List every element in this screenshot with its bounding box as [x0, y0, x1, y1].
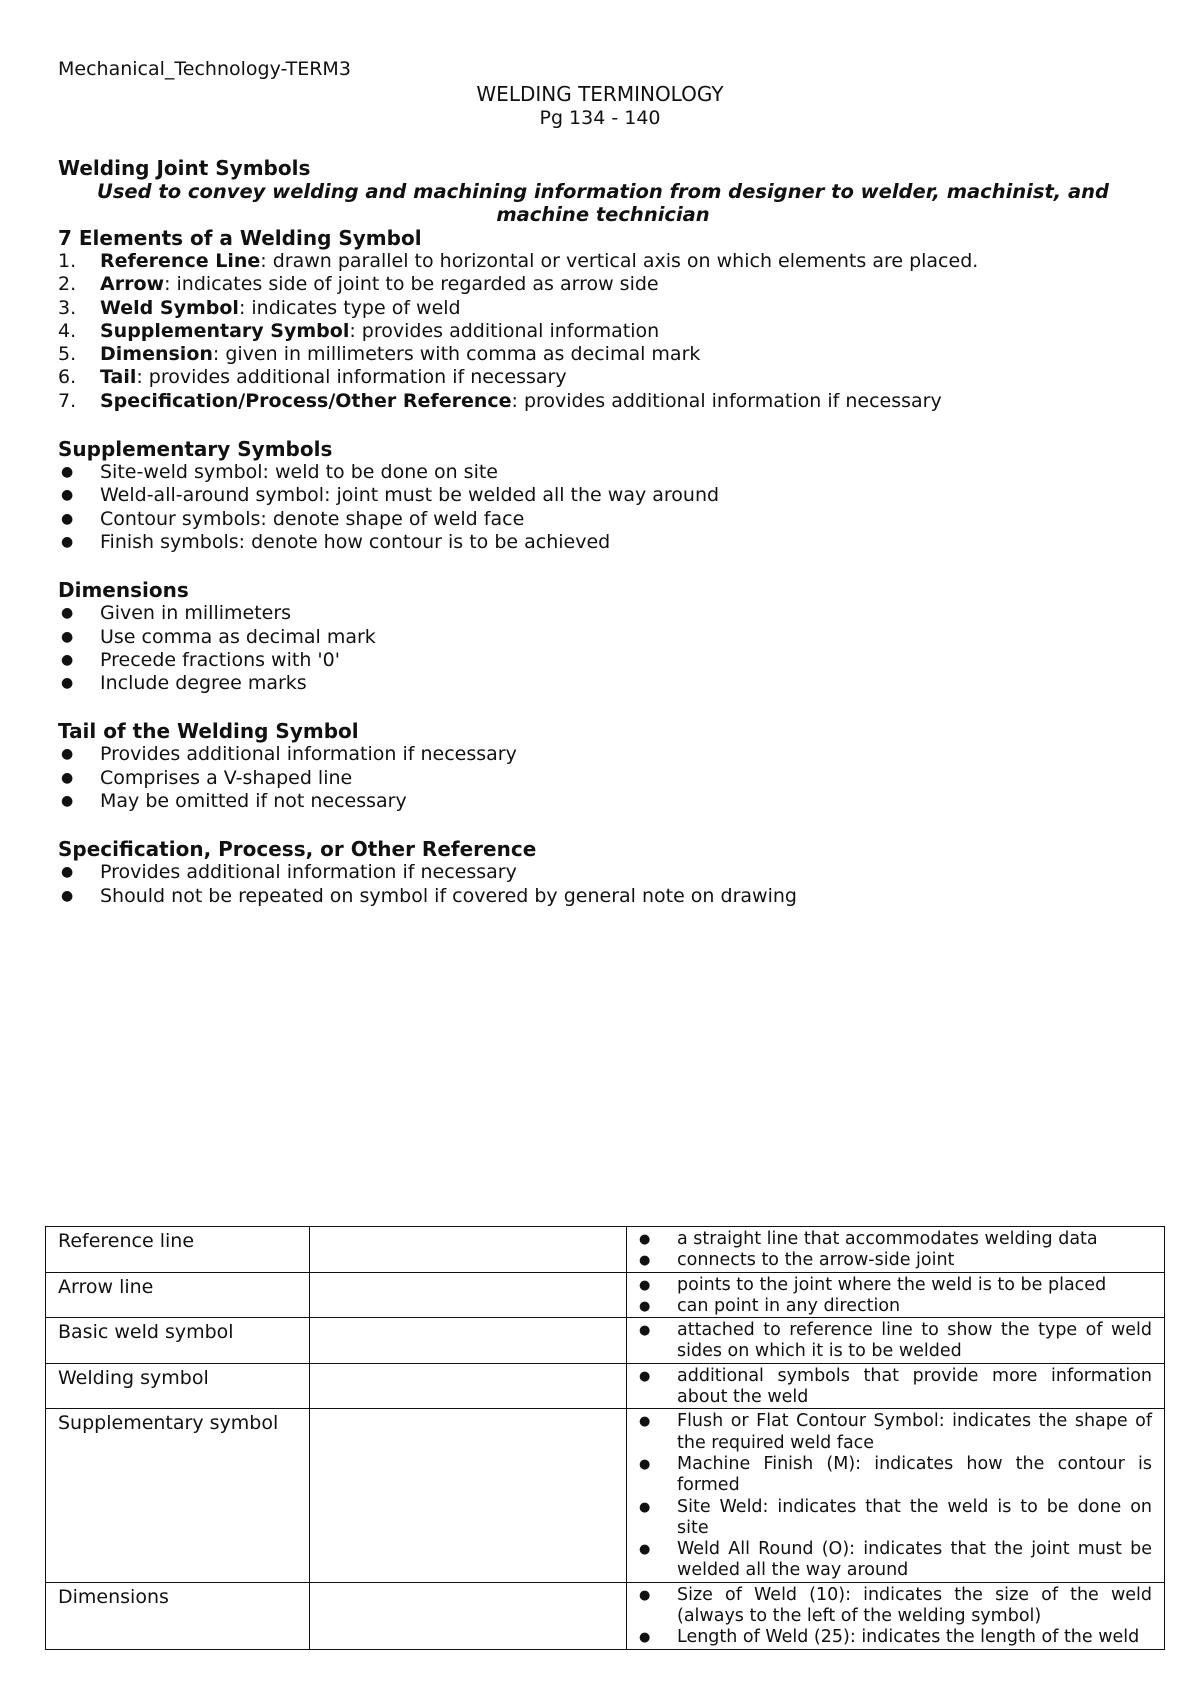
elements-list [58, 250, 1148, 413]
bullet-icon: ● [639, 1499, 651, 1515]
list-item [58, 461, 1148, 484]
bullet-icon: ● [639, 1323, 651, 1339]
element-item [58, 250, 1148, 273]
list-item [58, 649, 1148, 672]
list-item [58, 790, 1148, 813]
bullet-icon: ● [639, 1253, 651, 1269]
bullet-icon: ● [61, 605, 74, 622]
element-description: : indicates type of weld [238, 296, 461, 319]
table-blank-cell[interactable] [310, 1582, 627, 1649]
section-heading-dimensions: Dimensions [58, 578, 189, 603]
table-blank-cell[interactable] [310, 1272, 627, 1318]
bullet-icon: ● [61, 533, 74, 550]
supplementary-list [58, 461, 1148, 554]
table-notes-cell [627, 1582, 1165, 1649]
element-number: 7. [58, 389, 77, 412]
table-note-text: attached to reference line to show the type of weld sides on which it is to be welded [677, 1320, 1152, 1362]
list-item [58, 861, 1148, 884]
list-item [58, 885, 1148, 908]
element-term: Specification/Process/Other Reference [100, 389, 512, 412]
bullet-icon: ● [61, 887, 74, 904]
element-term: Reference Line [100, 250, 261, 272]
element-item [58, 366, 1148, 389]
table-notes-cell [627, 1272, 1165, 1318]
table-notes-cell [627, 1227, 1165, 1273]
page-range: Pg 134 - 140 [539, 107, 661, 129]
table-notes-cell [627, 1318, 1165, 1364]
tail-list [58, 743, 1148, 813]
bullet-icon: ● [61, 769, 74, 786]
table-note-text: points to the joint where the weld is to be placed [677, 1274, 1107, 1295]
bullet-icon: ● [61, 675, 74, 692]
table-note-text: Flush or Flat Contour Symbol: indicates the shape of the required weld face [677, 1411, 1152, 1453]
list-item-text: Given in millimeters [100, 602, 292, 625]
element-item [58, 390, 1148, 413]
table-note [627, 1627, 1152, 1648]
list-item-text: Should not be repeated on symbol if covered by general note on drawing [100, 884, 797, 907]
table-notes-cell [627, 1363, 1165, 1409]
list-item-text: Precede fractions with '0' [100, 648, 340, 671]
table-note-text: Weld All Round (O): indicates that the joint must be welded all the way around [677, 1539, 1152, 1581]
table-note-text: a straight line that accommodates welding data [677, 1229, 1098, 1249]
bullet-icon: ● [639, 1587, 651, 1603]
table-note [627, 1366, 1152, 1409]
table-row [46, 1409, 1165, 1582]
element-item [58, 320, 1148, 343]
page-title: WELDING TERMINOLOGY [476, 82, 724, 106]
section-heading-tail: Tail of the Welding Symbol [58, 719, 359, 744]
table-row [46, 1363, 1165, 1409]
section-subtitle: Used to convey welding and machining information from designer to welder, machinist, and machine technician [96, 180, 1109, 226]
bullet-icon: ● [639, 1232, 651, 1247]
table-note [627, 1296, 1152, 1317]
element-term: Arrow [100, 273, 165, 296]
table-term-cell: Reference line [46, 1227, 310, 1273]
element-term: Weld Symbol [100, 296, 239, 319]
table-blank-cell[interactable] [310, 1318, 627, 1364]
table-notes-cell [627, 1409, 1165, 1582]
bullet-icon: ● [639, 1368, 651, 1384]
table-note-text: connects to the arrow-side joint [677, 1250, 955, 1271]
element-description: : provides additional information if necessary [511, 389, 942, 412]
section-heading-specification: Specification, Process, or Other Reference [58, 837, 537, 862]
element-number: 1. [58, 250, 77, 272]
table-note [627, 1454, 1152, 1497]
list-item-text: Comprises a V-shaped line [100, 766, 353, 789]
bullet-icon: ● [639, 1630, 651, 1646]
bullet-icon: ● [639, 1414, 651, 1430]
table-row [46, 1318, 1165, 1364]
section-heading-joint-symbols: Welding Joint Symbols [58, 156, 311, 180]
list-item-text: Finish symbols: denote how contour is to be achieved [100, 530, 611, 553]
table-term-cell: Dimensions [46, 1582, 310, 1649]
terminology-table [45, 1226, 1165, 1650]
element-term: Dimension [100, 343, 213, 366]
list-item-text: Include degree marks [100, 672, 307, 695]
table-note-text: Length of Weld (25): indicates the length of the weld [677, 1627, 1140, 1648]
element-description: : provides additional information [349, 319, 660, 342]
bullet-icon: ● [61, 464, 74, 481]
element-number: 2. [58, 273, 77, 296]
bullet-icon: ● [61, 487, 74, 504]
table-term-cell: Welding symbol [46, 1363, 310, 1409]
table-note [627, 1497, 1152, 1540]
bullet-icon: ● [61, 864, 74, 881]
table-blank-cell[interactable] [310, 1227, 627, 1273]
element-number: 5. [58, 343, 77, 366]
list-item [58, 743, 1148, 766]
notes-content [58, 156, 1148, 908]
bullet-icon: ● [61, 746, 74, 763]
bullet-icon: ● [61, 793, 74, 810]
bullet-icon: ● [61, 510, 74, 527]
table-note [627, 1229, 1152, 1250]
bullet-icon: ● [639, 1277, 651, 1293]
list-item [58, 672, 1148, 695]
document-id: Mechanical_Technology-TERM3 [58, 58, 351, 80]
table-note [627, 1539, 1152, 1582]
element-description: : indicates side of joint to be regarded as arrow side [164, 273, 659, 296]
bullet-icon: ● [639, 1298, 651, 1314]
list-item [58, 531, 1148, 554]
section-heading-supplementary: Supplementary Symbols [58, 437, 333, 462]
element-number: 3. [58, 296, 77, 319]
table-blank-cell[interactable] [310, 1409, 627, 1582]
list-item [58, 767, 1148, 790]
element-number: 6. [58, 366, 77, 389]
list-item-text: Weld-all-around symbol: joint must be welded all the way around [100, 484, 720, 507]
list-item-text: Provides additional information if necessary [100, 743, 517, 766]
table-row [46, 1272, 1165, 1318]
table-note [627, 1411, 1152, 1454]
bullet-icon: ● [61, 651, 74, 668]
bullet-icon: ● [639, 1456, 651, 1472]
list-item [58, 484, 1148, 507]
element-description: : drawn parallel to horizontal or vertical axis on which elements are placed. [260, 250, 979, 272]
table-note [627, 1275, 1152, 1296]
specification-list [58, 861, 1148, 908]
dimensions-list [58, 602, 1148, 695]
table-row [46, 1582, 1165, 1649]
table-note [627, 1320, 1152, 1363]
list-item-text: Site-weld symbol: weld to be done on site [100, 461, 498, 484]
table-term-cell: Arrow line [46, 1272, 310, 1318]
list-item-text: Use comma as decimal mark [100, 625, 376, 648]
table-blank-cell[interactable] [310, 1363, 627, 1409]
table-note [627, 1585, 1152, 1628]
element-number: 4. [58, 319, 77, 342]
table-row [46, 1227, 1165, 1273]
element-description: : given in millimeters with comma as decimal mark [212, 343, 701, 366]
table-term-cell: Basic weld symbol [46, 1318, 310, 1364]
element-item [58, 343, 1148, 366]
table-note-text: Site Weld: indicates that the weld is to be done on site [677, 1496, 1152, 1538]
element-term: Supplementary Symbol [100, 319, 350, 342]
bullet-icon: ● [61, 628, 74, 645]
list-item-text: Contour symbols: denote shape of weld face [100, 507, 525, 530]
table-note [627, 1250, 1152, 1271]
table-note-text: additional symbols that provide more information about the weld [677, 1365, 1152, 1408]
list-item [58, 602, 1148, 625]
table-note-text: Machine Finish (M): indicates how the contour is formed [677, 1453, 1152, 1496]
list-item-text: May be omitted if not necessary [100, 790, 407, 813]
table-note-text: Size of Weld (10): indicates the size of the weld (always to the left of the welding symbol) [677, 1584, 1152, 1627]
bullet-icon: ● [639, 1542, 651, 1558]
element-item [58, 297, 1148, 320]
element-item [58, 273, 1148, 296]
section-heading-elements: 7 Elements of a Welding Symbol [58, 226, 422, 250]
table-term-cell: Supplementary symbol [46, 1409, 310, 1582]
list-item [58, 508, 1148, 531]
element-term: Tail [100, 366, 137, 389]
element-description: : provides additional information if necessary [136, 366, 567, 389]
list-item [58, 626, 1148, 649]
list-item-text: Provides additional information if necessary [100, 861, 517, 884]
table-note-text: can point in any direction [677, 1295, 901, 1316]
